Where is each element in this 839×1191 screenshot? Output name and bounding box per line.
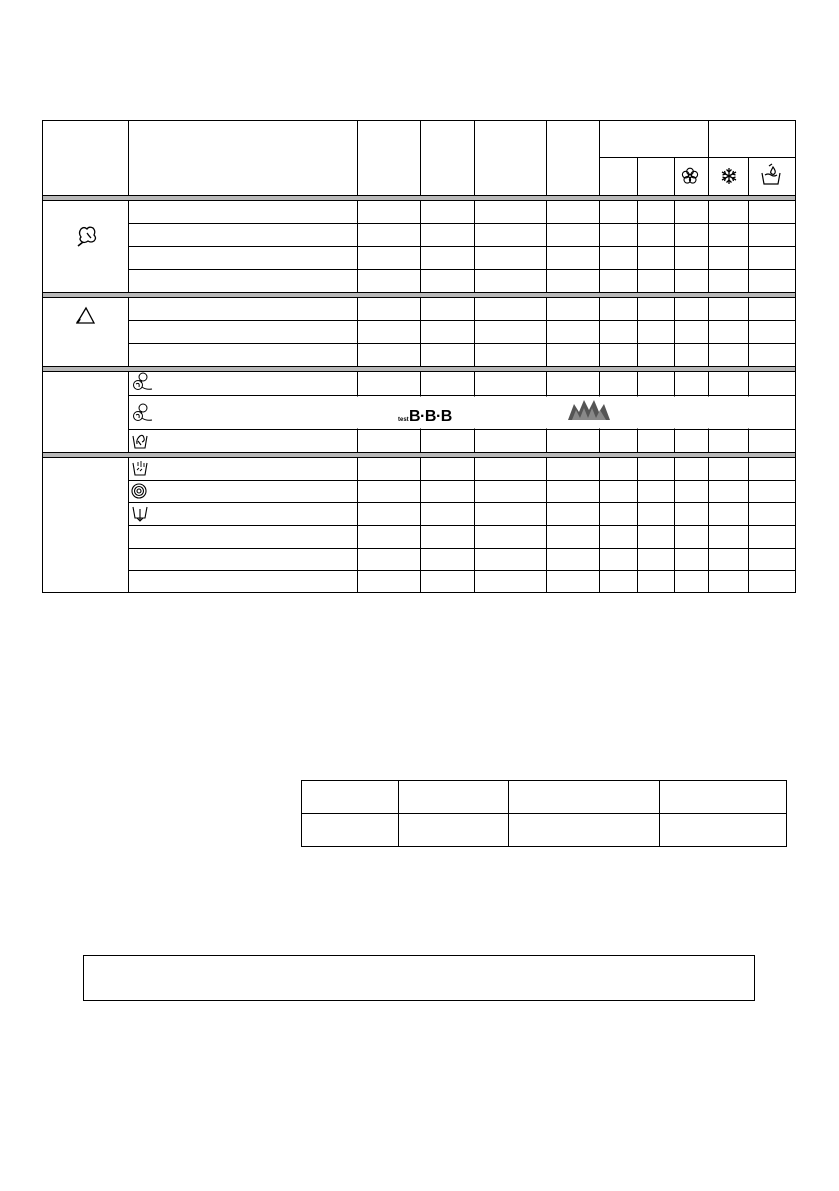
svg-text:test: test <box>398 417 409 423</box>
svg-text:B·B·B: B·B·B <box>409 408 452 425</box>
note-box <box>83 955 755 1001</box>
